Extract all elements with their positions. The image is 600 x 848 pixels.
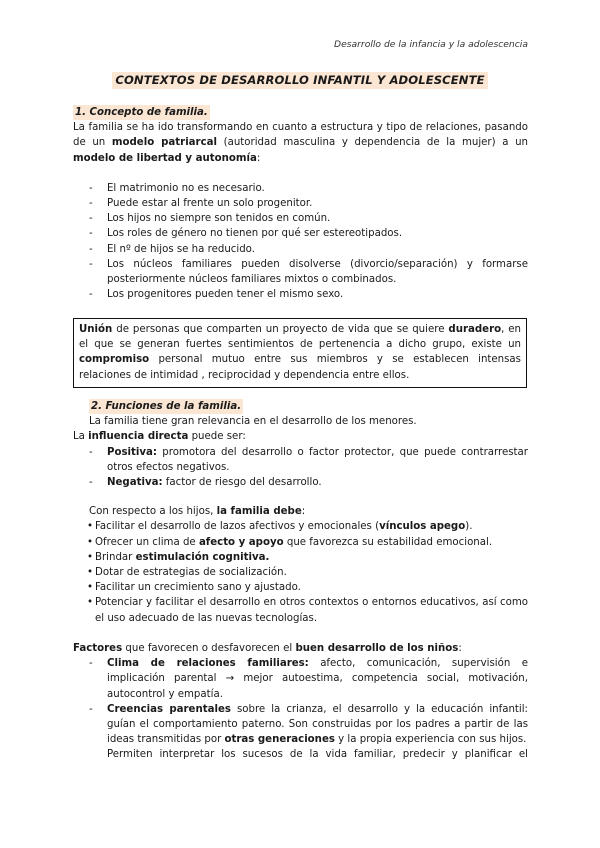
definition-box xyxy=(73,318,527,388)
list-item: - Positiva: promotora del desarrollo o factor protector, que puede contrarrestar otros efectos negativos. xyxy=(73,445,528,475)
running-header: Desarrollo de la infancia y la adolescencia xyxy=(334,39,528,50)
list-item: • Facilitar un crecimiento sano y ajustado. xyxy=(73,580,528,595)
family-changes-list xyxy=(73,181,528,303)
section-concepto-familia xyxy=(73,105,528,302)
list-item: - Clima de relaciones familiares: afecto, comunicación, supervisión e implicación parental → mejor autoestima, competencia social, motivación, autocontrol y empatía. xyxy=(73,656,528,702)
factors-intro: Factores que favorecen o desfavorecen el buen desarrollo de los niños: xyxy=(73,643,462,654)
list-item: - Los núcleos familiares pueden disolverse (divorcio/separación) y formarse posteriormente núcleos familiares mixtos o combinados. xyxy=(73,257,528,287)
section2-line1: La familia tiene gran relevancia en el desarrollo de los menores. xyxy=(89,416,417,428)
list-item: • Dotar de estrategias de socialización. xyxy=(73,565,528,580)
duties-list xyxy=(73,519,528,625)
list-item: - Negativa: factor de riesgo del desarrollo. xyxy=(73,475,528,490)
list-item: - El matrimonio no es necesario. xyxy=(73,181,528,196)
section-factores xyxy=(73,641,528,763)
truncated-last-line: Permiten interpretar los sucesos de la vida familiar, predecir y planificar el xyxy=(107,749,528,761)
title-container xyxy=(0,72,600,89)
section1-intro: La familia se ha ido transformando en cuanto a estructura y tipo de relaciones, pasando de un modelo patriarcal (autoridad masculina y dependencia de la mujer) a un modelo de libertad y autonomía: xyxy=(73,122,528,164)
list-item: • Ofrecer un clima de afecto y apoyo que favorezca su estabilidad emocional. xyxy=(73,535,528,550)
duties-intro: Con respecto a los hijos, la familia debe: xyxy=(89,506,306,518)
list-item: - Los hijos no siempre son tenidos en común. xyxy=(73,211,528,226)
list-item: - Creencias parentales sobre la crianza, el desarrollo y la educación infantil: guían el comportamiento paterno. Son construidas por los padres a partir de las ideas transmitidas por otras generaciones y la propia experiencia con sus hijos. Permiten interpretar los sucesos de la vida familiar, predecir y planificar el xyxy=(73,702,528,763)
factors-list xyxy=(73,656,528,762)
definition-text: Unión de personas que comparten un proyecto de vida que se quiere duradero, en el que se generan fuertes sentimientos de pertenencia a dicho grupo, existe un compromiso personal mutuo entre sus miembros y se establecen intensas relaciones de intimidad , reciprocidad y dependencia entre ellos. xyxy=(79,324,522,381)
list-item: • Potenciar y facilitar el desarrollo en otros contextos o entornos educativos, así como el uso adecuado de las nuevas tecnologías. xyxy=(73,595,528,625)
list-item: - Puede estar al frente un solo progenitor. xyxy=(73,196,528,211)
list-item: - El nº de hijos se ha reducido. xyxy=(73,242,528,257)
list-item: • Brindar estimulación cognitiva. xyxy=(73,550,528,565)
section-heading-2: 2. Funciones de la familia. xyxy=(89,399,243,414)
list-item: - Los progenitores pueden tener el mismo sexo. xyxy=(73,287,528,302)
section-heading-1: 1. Concepto de familia. xyxy=(73,105,210,120)
list-item: - Los roles de género no tienen por qué ser estereotipados. xyxy=(73,226,528,241)
list-item: • Facilitar el desarrollo de lazos afectivos y emocionales (vínculos apego). xyxy=(73,519,528,534)
section-funciones-familia xyxy=(73,399,528,626)
document-title: CONTEXTOS DE DESARROLLO INFANTIL Y ADOLESCENTE xyxy=(112,72,487,89)
influence-intro: La influencia directa puede ser: xyxy=(73,431,246,443)
influence-list xyxy=(73,445,528,491)
